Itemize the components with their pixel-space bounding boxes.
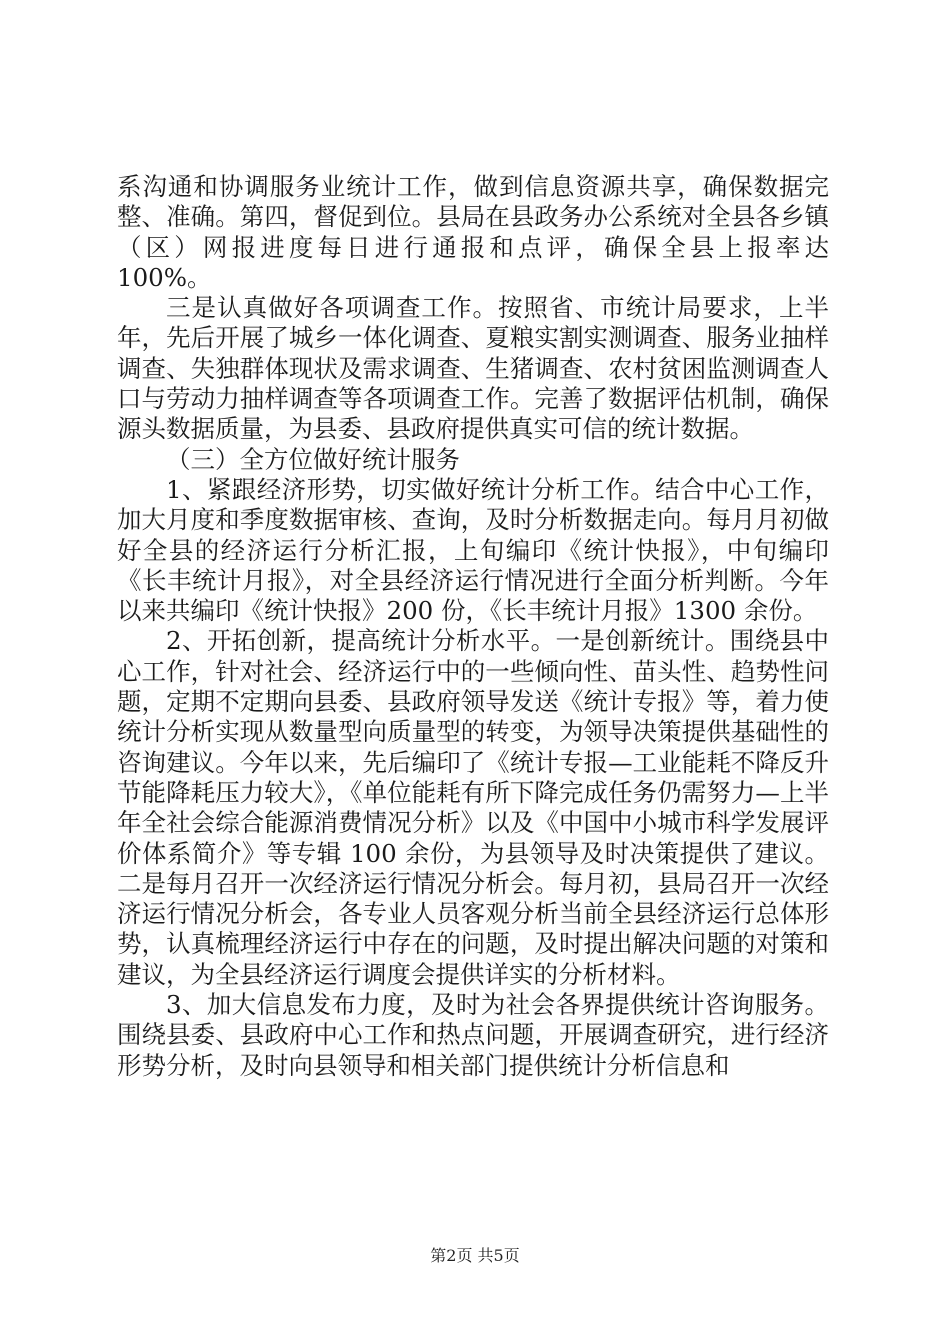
paragraph-item-1: 1、紧跟经济形势，切实做好统计分析工作。结合中心工作，加大月度和季度数据审核、查询，及时分析数据走向。每月月初做好全县的经济运行分析汇报，上旬编印《统计快报》，中旬编印《长丰统计月报》，对全县经济运行情况进行全面分析判断。今年以来共编印《统计快报》200 份，《长丰统计月报》1300 余份。 — [117, 474, 829, 626]
page-footer: 第2页 共5页 — [430, 1246, 520, 1265]
paragraph-continuation: 系沟通和协调服务业统计工作，做到信息资源共享，确保数据完整、准确。第四，督促到位。县局在县政务办公系统对全县各乡镇（区）网报进度每日进行通报和点评，确保全县上报率达 100%。 — [117, 172, 829, 292]
document-body — [117, 172, 829, 1081]
section-heading: （三）全方位做好统计服务 — [166, 444, 460, 474]
paragraph-item-2: 2、开拓创新，提高统计分析水平。一是创新统计。围绕县中心工作，针对社会、经济运行中的一些倾向性、苗头性、趋势性问题，定期不定期向县委、县政府领导发送《统计专报》等，着力使统计分析实现从数量型向质量型的转变，为领导决策提供基础性的咨询建议。今年以来，先后编印了《统计专报—工业能耗不降反升节能降耗压力较大》，《单位能耗有所下降完成任务仍需努力—上半年全社会综合能源消费情况分析》以及《中国中小城市科学发展评价体系简介》等专辑 100 余份，为县领导及时决策提供了建议。二是每月召开一次经济运行情况分析会。每月初，县局召开一次经济运行情况分析会，各专业人员客观分析当前全县经济运行总体形势，认真梳理经济运行中存在的问题，及时提出解决问题的对策和建议，为全县经济运行调度会提供详实的分析材料。 — [117, 626, 829, 989]
paragraph-survey-work: 三是认真做好各项调查工作。按照省、市统计局要求，上半年，先后开展了城乡一体化调查、夏粮实割实测调查、服务业抽样调查、失独群体现状及需求调查、生猪调查、农村贫困监测调查人口与劳动力抽样调查等各项调查工作。完善了数据评估机制，确保源头数据质量，为县委、县政府提供真实可信的统计数据。 — [117, 293, 829, 444]
paragraph-item-3: 3、加大信息发布力度，及时为社会各界提供统计咨询服务。围绕县委、县政府中心工作和热点问题，开展调查研究，进行经济形势分析，及时向县领导和相关部门提供统计分析信息和 — [117, 990, 829, 1080]
